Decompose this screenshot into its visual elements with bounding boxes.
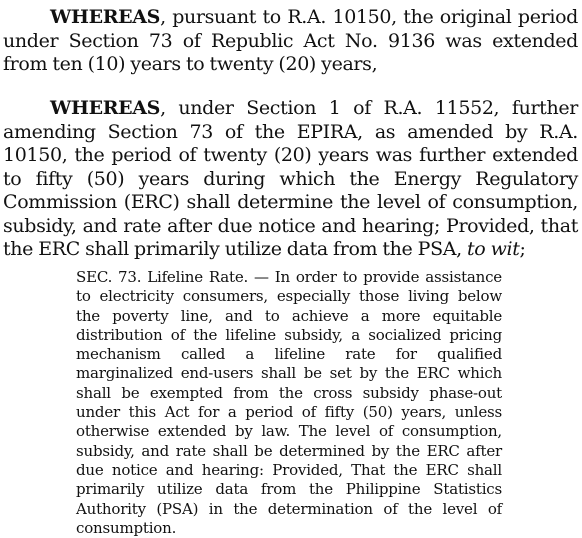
paragraph-1-text: , pursuant to R.A. 10150, the original period under Section 73 of Republic Act No. 9136 was extended from ten (10) years to twenty (20) years, xyxy=(3,6,578,75)
whereas-lead-2: WHEREAS xyxy=(50,97,161,119)
whereas-paragraph-2 xyxy=(3,97,578,262)
paragraph-2-text: , under Section 1 of R.A. 11552, further amending Section 73 of the EPIRA, as amended by R.A. 10150, the period of twenty (20) years was further extended to fifty (50) years during which the Energy Regulatory Commission (ERC) shall determine the level of consumption, subsidy, and rate after due notice and hearing; Provided, that the ERC shall primarily utilize data from the PSA, xyxy=(3,97,578,260)
to-wit-italic: to wit xyxy=(467,238,520,260)
whereas-lead-1: WHEREAS xyxy=(50,6,161,28)
quoted-section-73 xyxy=(76,268,502,538)
paragraph-2-tail: ; xyxy=(519,238,526,260)
section-text: — In order to provide assistance to electricity consumers, especially those living below the poverty line, and to achieve a more equitable distribution of the lifeline subsidy, a socialized pricing mechanism called a lifeline rate for qualified marginalized end-users shall be set by the ERC which shall be exempted from the cross subsidy phase-out under this Act for a period of fifty (50) years, unless otherwise extended by law. The level of consumption, subsidy, and rate shall be determined by the ERC after due notice and hearing: Provided, That the ERC shall primarily utilize data from the Philippine Statistics Authority (PSA) in the determination of the level of consumption. xyxy=(76,268,502,537)
whereas-paragraph-1 xyxy=(3,6,578,77)
section-heading: SEC. 73. Lifeline Rate. xyxy=(76,268,249,286)
